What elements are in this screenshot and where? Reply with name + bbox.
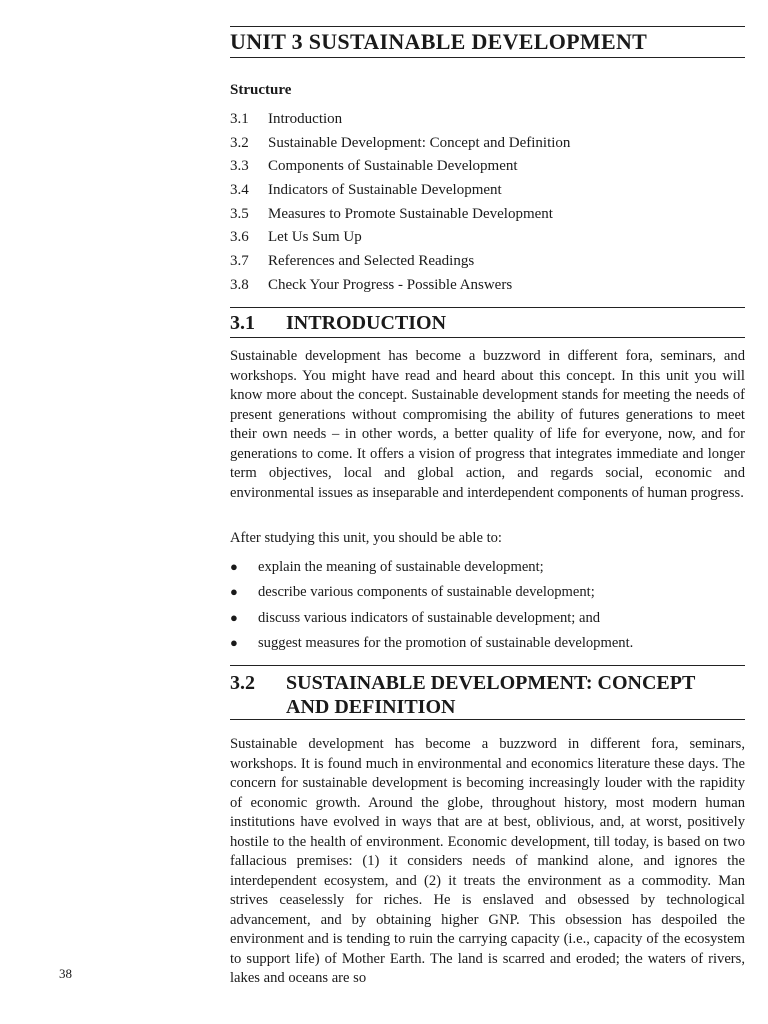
section-2-heading <box>230 671 695 719</box>
structure-item <box>230 155 750 179</box>
objective-text: discuss various indicators of sustainable development; and <box>258 609 601 626</box>
structure-item <box>230 179 750 203</box>
structure-item <box>230 203 750 227</box>
objectives-intro: After studying this unit, you should be able to: <box>230 530 502 546</box>
objective-text: explain the meaning of sustainable development; <box>258 559 544 575</box>
objective-item <box>230 608 745 633</box>
section-title-line-2: AND DEFINITION <box>286 696 456 718</box>
structure-item-number: 3.8 <box>230 276 249 293</box>
structure-item-label: Sustainable Development: Concept and Definition <box>268 134 571 151</box>
objective-item <box>230 557 745 582</box>
section-title <box>286 671 695 719</box>
page-number: 38 <box>59 966 72 981</box>
structure-item-number: 3.7 <box>230 253 249 270</box>
title-top-rule <box>230 26 745 27</box>
title-bottom-rule <box>230 57 745 58</box>
bullet-icon: ● <box>230 609 238 625</box>
section-number: 3.1 <box>230 312 255 334</box>
structure-item-number: 3.3 <box>230 158 249 175</box>
structure-item-label: Check Your Progress - Possible Answers <box>268 276 513 293</box>
objective-text: suggest measures for the promotion of sustainable development. <box>258 635 634 652</box>
objective-item <box>230 582 745 607</box>
section-number: 3.2 <box>230 672 255 694</box>
bullet-icon: ● <box>230 584 238 600</box>
section-title: INTRODUCTION <box>286 312 447 334</box>
structure-item <box>230 132 750 156</box>
structure-item-label: Components of Sustainable Development <box>268 158 518 175</box>
structure-heading: Structure <box>230 82 292 98</box>
structure-item <box>230 108 750 132</box>
structure-item-number: 3.2 <box>230 134 249 151</box>
structure-item-label: Let Us Sum Up <box>268 229 362 246</box>
section-1-bottom-rule <box>230 337 745 338</box>
unit-title: UNIT 3 SUSTAINABLE DEVELOPMENT <box>230 29 648 54</box>
section-2-bottom-rule <box>230 719 745 720</box>
section-1-heading <box>230 311 446 335</box>
structure-item <box>230 274 750 298</box>
structure-item-label: Measures to Promote Sustainable Development <box>268 205 553 222</box>
structure-item <box>230 250 750 274</box>
structure-item-number: 3.1 <box>230 111 249 127</box>
section-2-top-rule <box>230 665 745 666</box>
concept-paragraph: Sustainable development has become a buzzword in different fora, seminars, workshops. It is found much in environmental and economics literature these days. The concern for sustainable development is becoming increasingly louder with the rapidity of economic growth. Around the globe, throughout history, most modern human institutions have evolved in ways that are at best, oblivious, and, at worst, positively hostile to the health of environment. Economic development, till today, is based on two fallacious premises: (1) it considers needs of mankind alone, and ignores the interdependent ecosystem, and (2) it treats the environment as a commodity. Man strives ceaselessly for riches. He is enslaved and obsessed by technological advancement, and by obtaining higher GNP. This obsession has despoiled the environment and is tending to ruin the carrying capacity (i.e., capacity of the ecosystem to support life) of Mother Earth. The land is scarred and eroded; the waters of rivers, lakes and oceans are so <box>230 736 745 986</box>
structure-list <box>230 108 750 298</box>
objective-item <box>230 633 745 658</box>
objectives-list <box>230 557 745 659</box>
bullet-icon: ● <box>230 635 238 651</box>
bullet-icon: ● <box>230 559 238 574</box>
section-title-line-1: SUSTAINABLE DEVELOPMENT: CONCEPT <box>286 672 696 694</box>
structure-item-label: Introduction <box>268 111 343 127</box>
structure-item-number: 3.6 <box>230 229 249 246</box>
structure-item-number: 3.5 <box>230 205 249 222</box>
section-1-top-rule <box>230 307 745 308</box>
objective-text: describe various components of sustainable development; <box>258 584 595 601</box>
structure-item <box>230 226 750 250</box>
structure-item-label: References and Selected Readings <box>268 253 475 270</box>
structure-item-number: 3.4 <box>230 182 249 199</box>
structure-item-label: Indicators of Sustainable Development <box>268 182 502 199</box>
introduction-paragraph: Sustainable development has become a buzzword in different fora, seminars, and workshops. You might have read and heard about this concept. In this unit you will know more about the concept. Sustainable development stands for meeting the needs of present generations without compromising the ability of futures generations to meet their own needs – in other words, a better quality of life for everyone, now, and for generations to come. It offers a vision of progress that integrates immediate and longer term objectives, local and global action, and regards social, economic and environmental issues as inseparable and interdependent components of human progress. <box>230 348 745 501</box>
